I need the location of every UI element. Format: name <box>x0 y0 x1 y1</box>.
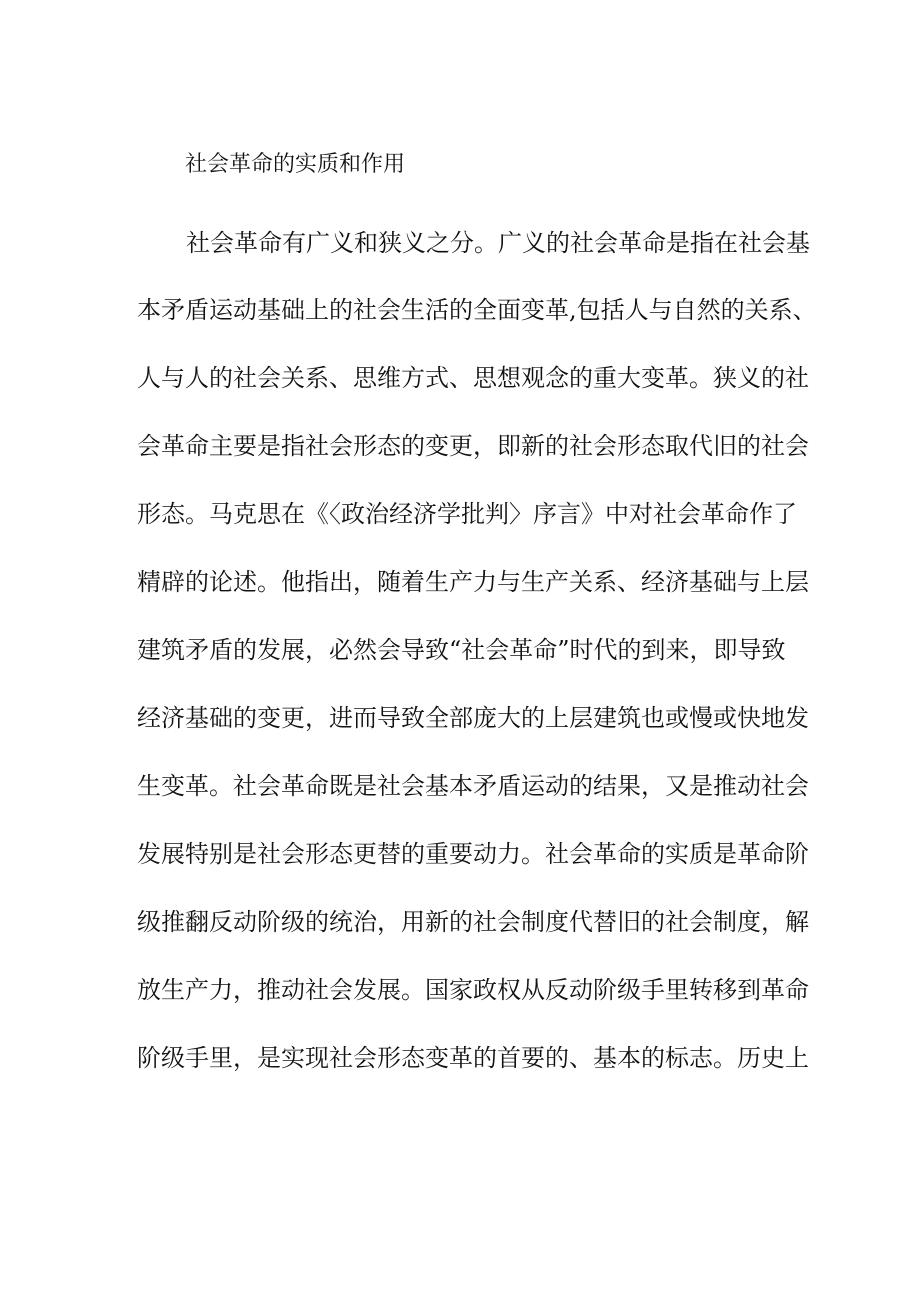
section-title: 社会革命的实质和作用 <box>185 152 406 177</box>
paragraph-line: 会革命主要是指社会形态的变更，即新的社会形态取代旧的社会 <box>137 432 809 460</box>
paragraph-line: 级推翻反动阶级的统治，用新的社会制度代替旧的社会制度，解 <box>137 908 809 936</box>
paragraph-line: 阶级手里，是实现社会形态变革的首要的、基本的标志。历史上 <box>137 1044 809 1072</box>
paragraph-line: 建筑矛盾的发展，必然会导致“社会革命”时代的到来，即导致 <box>137 636 786 664</box>
paragraph-line: 社会革命有广义和狭义之分。广义的社会革命是指在社会基 <box>186 229 810 257</box>
paragraph-line: 经济基础的变更，进而导致全部庞大的上层建筑也或慢或快地发 <box>137 704 809 732</box>
paragraph-line: 放生产力，推动社会发展。国家政权从反动阶级手里转移到革命 <box>137 976 809 1004</box>
paragraph-line: 人与人的社会关系、思维方式、思想观念的重大变革。狭义的社 <box>137 364 809 392</box>
paragraph-line: 生变革。社会革命既是社会基本矛盾运动的结果，又是推动社会 <box>137 772 809 800</box>
paragraph-line: 精辟的论述。他指出，随着生产力与生产关系、经济基础与上层 <box>137 568 809 596</box>
paragraph-line: 形态。马克思在《〈政治经济学批判〉序言》中对社会革命作了 <box>137 500 797 528</box>
paragraph-line: 发展特别是社会形态更替的重要动力。社会革命的实质是革命阶 <box>137 840 809 868</box>
paragraph-line: 本矛盾运动基础上的社会生活的全面变革,包括人与自然的关系、 <box>137 296 817 324</box>
